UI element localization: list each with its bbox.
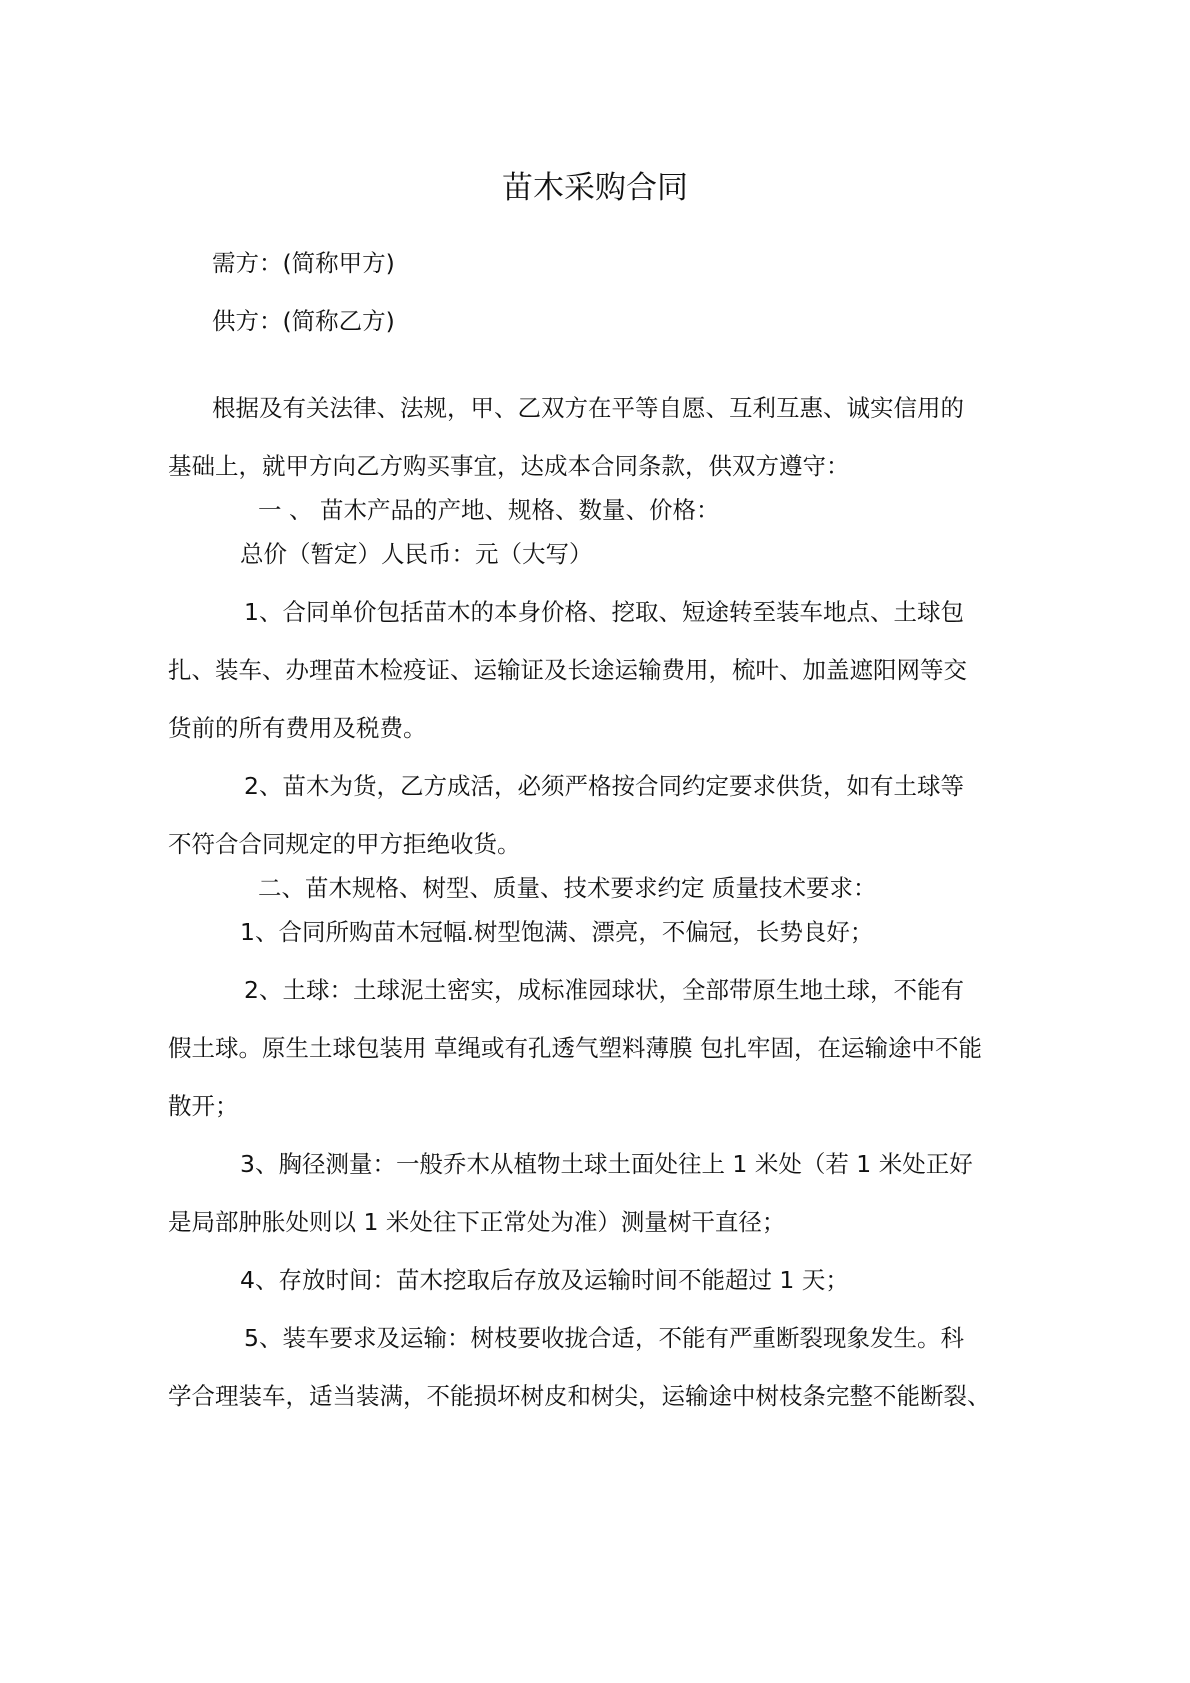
clause-line: 散开； xyxy=(168,1092,239,1120)
section-heading: 二、苗木规格、树型、质量、技术要求约定 质量技术要求： xyxy=(258,874,877,902)
document-title: 苗木采购合同 xyxy=(502,170,688,206)
clause-line: 学合理装车，适当装满，不能损坏树皮和树尖，运输途中树枝条完整不能断裂、 xyxy=(168,1382,991,1410)
clause-line: 扎、装车、办理苗木检疫证、运输证及长途运输费用，梳叶、加盖遮阳网等交 xyxy=(168,656,967,684)
clause-line: 2、土球：土球泥土密实，成标准园球状，全部带原生地土球，不能有 xyxy=(244,976,964,1004)
clause-line: 货前的所有费用及税费。 xyxy=(168,714,427,742)
clause-line: 5、装车要求及运输：树枝要收拢合适，不能有严重断裂现象发生。科 xyxy=(244,1324,964,1352)
clause-line: 4、存放时间：苗木挖取后存放及运输时间不能超过 1 天； xyxy=(240,1266,849,1294)
total-price-line: 总价（暂定）人民币：元（大写） xyxy=(240,540,593,568)
clause-line: 假土球。原生土球包装用 草绳或有孔透气塑料薄膜 包扎牢固，在运输途中不能 xyxy=(168,1034,982,1062)
section-heading: 一 、 苗木产品的产地、规格、数量、价格： xyxy=(258,496,720,524)
preamble-line: 基础上，就甲方向乙方购买事宜，达成本合同条款，供双方遵守： xyxy=(168,452,850,480)
clause-line: 1、合同单价包括苗木的本身价格、挖取、短途转至装车地点、土球包 xyxy=(244,598,964,626)
clause-line: 不符合合同规定的甲方拒绝收货。 xyxy=(168,830,521,858)
buyer-line: 需方：(简称甲方) xyxy=(212,249,395,277)
clause-line: 是局部肿胀处则以 1 米处往下正常处为准）测量树干直径； xyxy=(168,1208,786,1236)
clause-line: 1、合同所购苗木冠幅.树型饱满、漂亮，不偏冠，长势良好； xyxy=(240,918,874,946)
seller-line: 供方：(简称乙方) xyxy=(212,307,395,335)
preamble-line: 根据及有关法律、法规，甲、乙双方在平等自愿、互利互惠、诚实信用的 xyxy=(212,394,964,422)
clause-line: 3、胸径测量：一般乔木从植物土球土面处往上 1 米处（若 1 米处正好 xyxy=(240,1150,973,1178)
clause-line: 2、苗木为货，乙方成活，必须严格按合同约定要求供货，如有土球等 xyxy=(244,772,964,800)
